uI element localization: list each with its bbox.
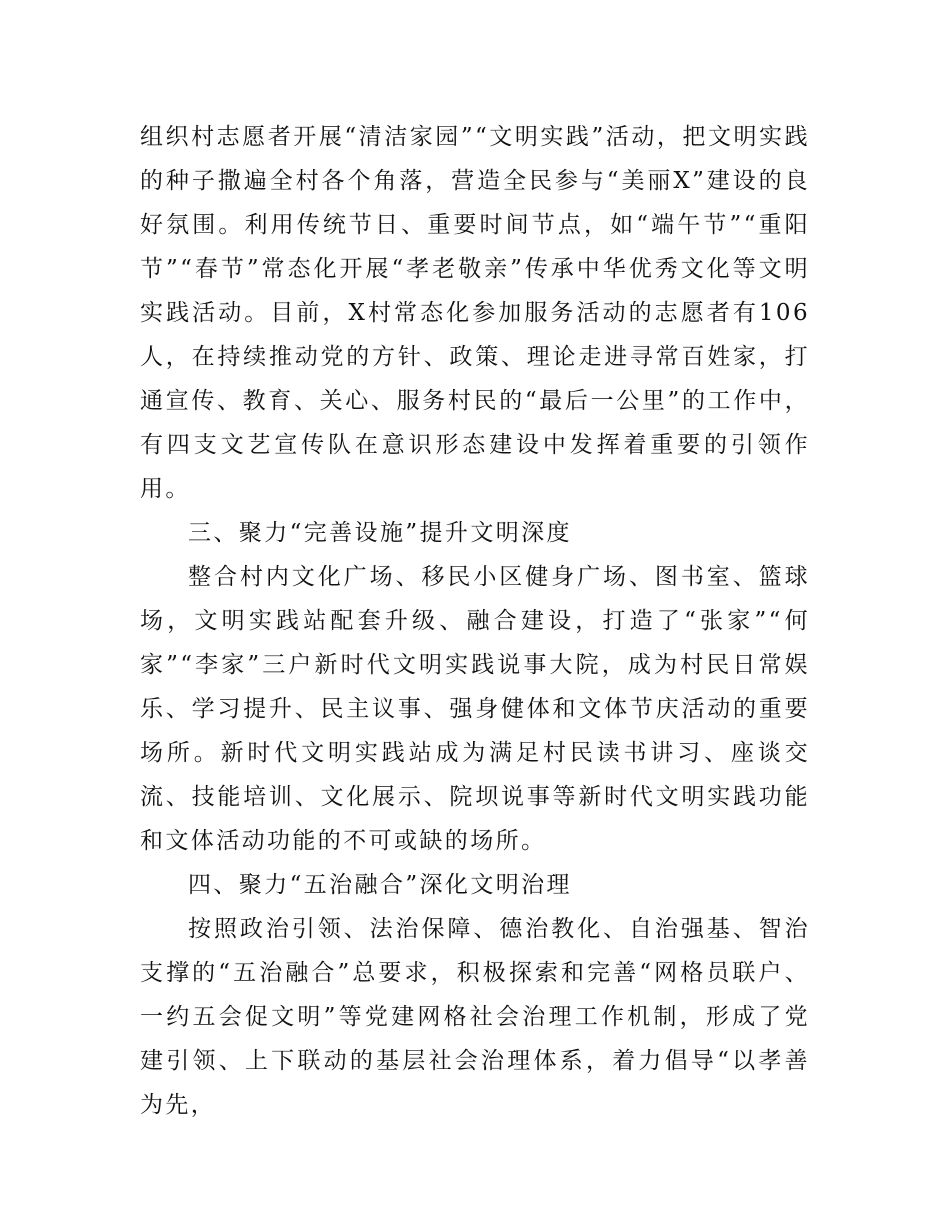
paragraph-facilities: 整合村内文化广场、移民小区健身广场、图书室、篮球场，文明实践站配套升级、融合建设，打造了“张家”“何家”“李家”三户新时代文明实践说事大院，成为村民日常娱乐、学习提升、民主议事、强身健体和文体节庆活动的重要场所。新时代文明实践站成为满足村民读书讲习、座谈交流、技能培训、文化展示、院坝说事等新时代文明实践功能和文体活动功能的不可或缺的场所。 <box>140 564 810 854</box>
paragraph-volunteer-activities: 组织村志愿者开展“清洁家园”“文明实践”活动，把文明实践的种子撒遍全村各个角落，营造全民参与“美丽X”建设的良好氛围。利用传统节日、重要时间节点，如“端午节”“重阳节”“春节”常态化开展“孝老敬亲”传承中华优秀文化等文明实践活动。目前，X村常态化参加服务活动的志愿者有106人，在持续推动党的方针、政策、理论走进寻常百姓家，打通宣传、教育、关心、服务村民的“最后一公里”的工作中，有四支文艺宣传队在意识形态建设中发挥着重要的引领作用。 <box>140 124 810 502</box>
section-heading-governance: 四、聚力“五治融合”深化文明治理 <box>188 872 572 898</box>
paragraph-governance: 按照政治引领、法治保障、德治教化、自治强基、智治支撑的“五治融合”总要求，积极探索和完善“网格员联户、一约五会促文明”等党建网格社会治理工作机制，形成了党建引领、上下联动的基层社会治理体系，着力倡导“以孝善为先， <box>140 916 810 1118</box>
document-body <box>140 115 810 1127</box>
section-heading-facilities: 三、聚力“完善设施”提升文明深度 <box>188 520 572 546</box>
